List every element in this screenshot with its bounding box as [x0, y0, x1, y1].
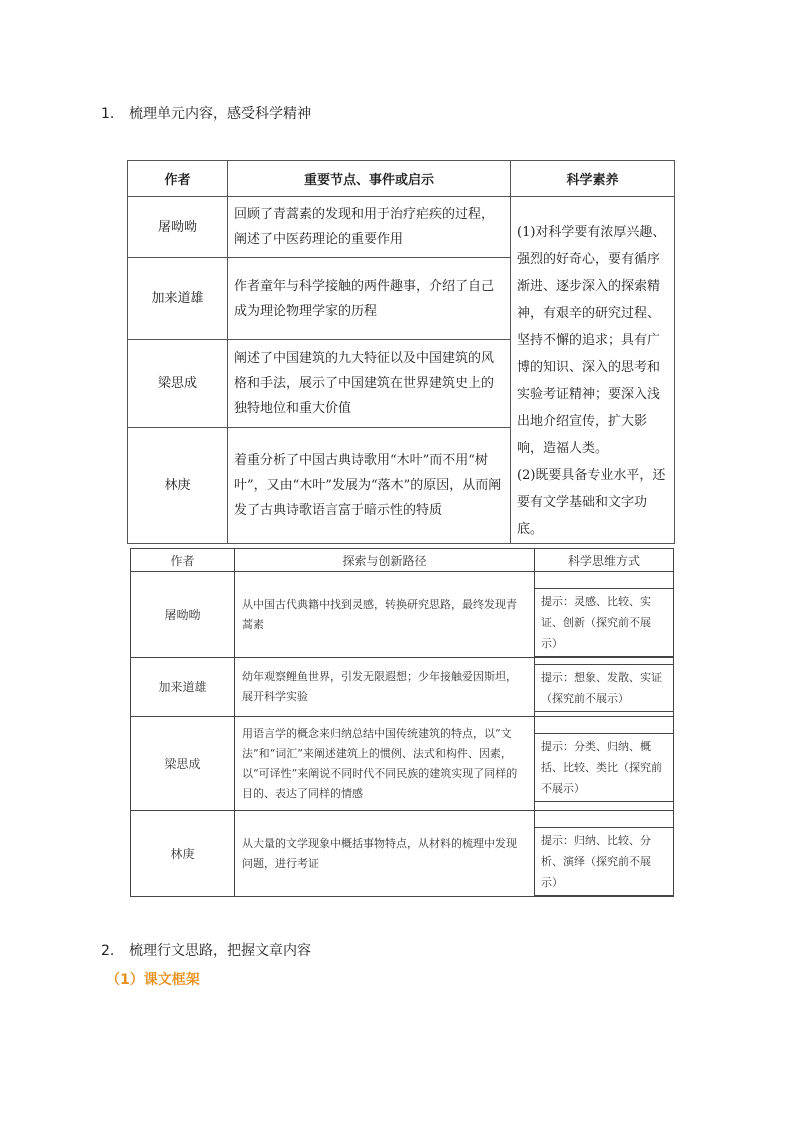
table2-path-cell: 从中国古代典籍中找到灵感，转换研究思路，最终发现青蒿素 — [235, 572, 535, 658]
table2-header-row — [131, 549, 674, 572]
hint-text: 提示：想象、发散、实证（探究前不展示） — [535, 664, 673, 712]
section-2-number: 2. — [101, 943, 115, 959]
section-2-heading — [101, 940, 311, 960]
table-row — [128, 197, 675, 258]
table1-author-cell: 加来道雄 — [128, 258, 228, 339]
table1-event-cell: 阐述了中国建筑的九大特征以及中国建筑的风格和手法，展示了中国建筑在世界建筑史上的独特地位和重大价值 — [228, 339, 511, 427]
table2-author-cell: 梁思成 — [131, 717, 235, 811]
table2-path-cell: 用语言学的概念来归纳总结中国传统建筑的特点，以“文法”和“词汇”来阐述建筑上的惯例、法式和构件、因素，以“可译性”来阐说不同时代不同民族的建筑实现了同样的目的、表达了同样的情感 — [235, 717, 535, 811]
table2-hint-cell — [535, 658, 674, 717]
subsection-title: （1）课文框架 — [106, 972, 200, 988]
scientific-thinking-table — [130, 548, 674, 897]
section-1-number: 1. — [101, 106, 115, 122]
table1-author-cell: 林庚 — [128, 427, 228, 543]
table2-hint-cell — [535, 717, 674, 811]
table1-header-event: 重要节点、事件或启示 — [228, 161, 511, 197]
section-1-heading — [101, 103, 311, 123]
table2-header-author: 作者 — [131, 549, 235, 572]
science-point-2: (2)既要具备专业水平，还要有文学基础和文字功底。 — [517, 468, 666, 537]
table-row — [131, 572, 674, 658]
table2-path-cell: 幼年观察鲤鱼世界，引发无限遐想；少年接触爱因斯坦，展开科学实验 — [235, 658, 535, 717]
hint-text: 提示：分类、归纳、概括、比较、类比（探究前不展示） — [535, 733, 673, 802]
table1-header-author: 作者 — [128, 161, 228, 197]
science-point-1: (1)对科学要有浓厚兴趣、强烈的好奇心，要有循序渐进、逐步深入的探索精神，有艰辛的研究过程、坚持不懈的追求；具有广博的知识、深入的思考和实验考证精神；要深入浅出地介绍宣传，扩大影响，造福人类。 — [517, 225, 666, 456]
table2-author-cell: 林庚 — [131, 811, 235, 897]
section-1-title: 梳理单元内容，感受科学精神 — [129, 106, 311, 122]
table1-author-cell: 屠呦呦 — [128, 197, 228, 258]
table2-hint-cell — [535, 811, 674, 897]
table-row — [131, 717, 674, 811]
table1-science-cell — [511, 197, 675, 544]
table1-event-cell: 作者童年与科学接触的两件趣事，介绍了自己成为理论物理学家的历程 — [228, 258, 511, 339]
table1-header-row — [128, 161, 675, 197]
table1-event-cell: 着重分析了中国古典诗歌用“木叶”而不用“树叶”，又由“木叶”发展为“落木”的原因，从而阐发了古典诗歌语言富于暗示性的特质 — [228, 427, 511, 543]
section-2-title: 梳理行文思路，把握文章内容 — [129, 943, 311, 959]
table2-header-path: 探索与创新路径 — [235, 549, 535, 572]
table2-author-cell: 屠呦呦 — [131, 572, 235, 658]
hint-text: 提示：灵感、比较、实证、创新（探究前不展示） — [535, 588, 673, 657]
table-row — [131, 811, 674, 897]
science-literacy-table — [127, 160, 675, 544]
table1-header-science: 科学素养 — [511, 161, 675, 197]
table1-author-cell: 梁思成 — [128, 339, 228, 427]
table1-event-cell: 回顾了青蒿素的发现和用于治疗疟疾的过程，阐述了中医药理论的重要作用 — [228, 197, 511, 258]
table2-author-cell: 加来道雄 — [131, 658, 235, 717]
table-row — [131, 658, 674, 717]
table2-header-thinking: 科学思维方式 — [535, 549, 674, 572]
table2-path-cell: 从大量的文学现象中概括事物特点，从材料的梳理中发现问题，进行考证 — [235, 811, 535, 897]
hint-text: 提示：归纳、比较、分析、演绎（探究前不展示） — [535, 827, 673, 896]
table2-hint-cell — [535, 572, 674, 658]
